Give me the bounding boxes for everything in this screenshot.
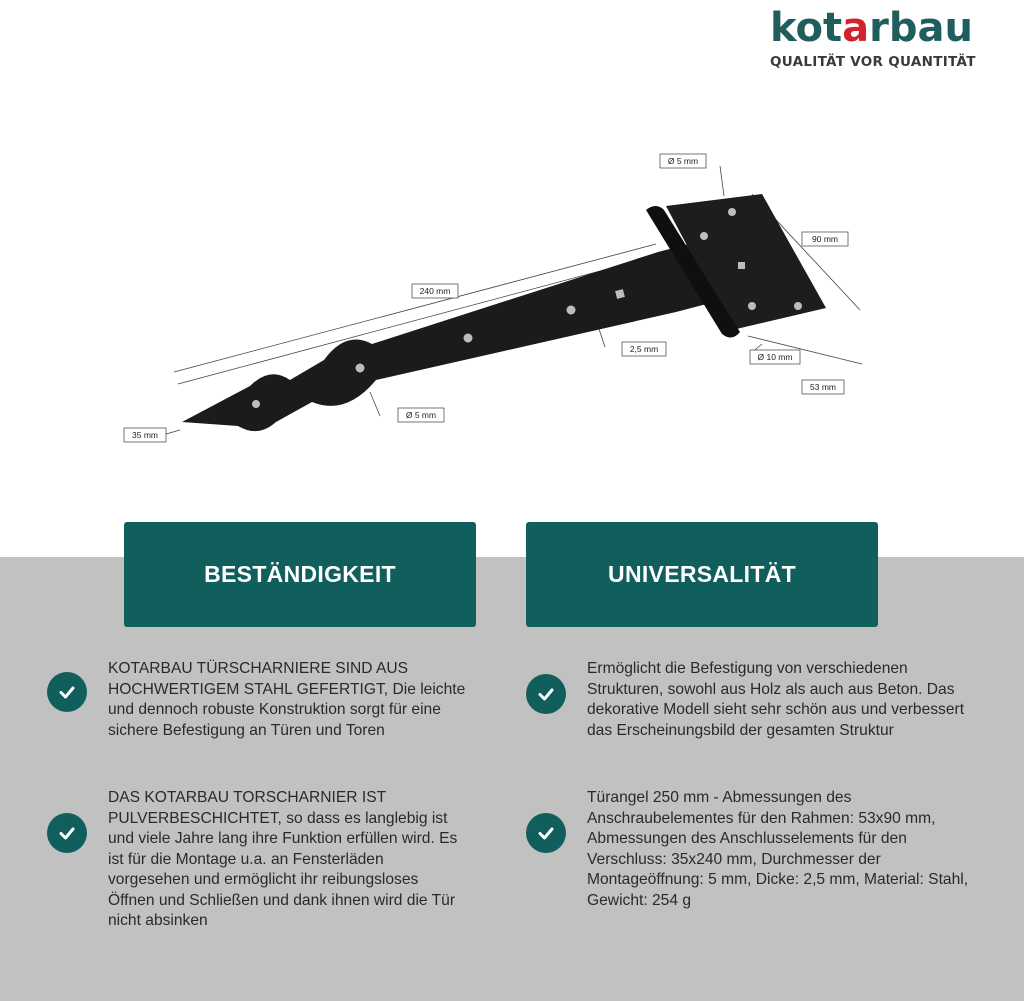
check-circle-icon <box>47 672 87 712</box>
check-circle-icon <box>526 813 566 853</box>
brand-logo <box>770 6 980 70</box>
dim-label-plate-width <box>802 232 848 246</box>
svg-text:Ø 10 mm: Ø 10 mm <box>757 352 793 362</box>
brand-name-part1: kot <box>770 5 843 51</box>
svg-text:Ø 5 mm: Ø 5 mm <box>667 156 699 166</box>
brand-name-part3: rbau <box>869 5 973 51</box>
section-title-durability: BESTÄNDIGKEIT <box>124 522 476 627</box>
dim-label-thickness <box>622 342 666 356</box>
svg-text:90 mm: 90 mm <box>812 234 838 244</box>
svg-text:2,5 mm: 2,5 mm <box>629 344 659 354</box>
dim-label-depth <box>802 380 844 394</box>
feature-text-left-1: KOTARBAU TÜRSCHARNIERE SIND AUS HOCHWERTIGEM STAHL GEFERTIGT, Die leichte und dennoch robuste Konstruktion sorgt für eine sichere Befestigung an Türen und Toren <box>108 660 466 739</box>
brand-wordmark <box>770 6 980 50</box>
feature-text-right-1: Ermöglicht die Befestigung von verschiedenen Strukturen, sowohl aus Holz als auch aus Beton. Das dekorative Modell sieht sehr schön aus und verbessert das Erscheinungsbild der gesamten Struktur <box>587 660 965 739</box>
feature-text-right-2: Türangel 250 mm - Abmessungen des Anschraubelementes für den Rahmen: 53x90 mm, Abmessungen des Anschlusselements für den Verschluss: 35x240 mm, Durchmesser der Montageöffnung: 5 mm, Dicke: 2,5 mm, Material: Stahl, Gewicht: 254 g <box>587 789 969 909</box>
section-title-universality: UNIVERSALITÄT <box>526 522 878 627</box>
svg-text:35 mm: 35 mm <box>132 430 158 440</box>
hinge-strap <box>182 236 722 431</box>
svg-text:Ø 5 mm: Ø 5 mm <box>405 410 437 420</box>
hinge-drawing <box>110 140 880 460</box>
brand-name-accent: a <box>842 5 870 51</box>
svg-text:240 mm: 240 mm <box>419 286 451 296</box>
brand-tagline: QUALITÄT VOR QUANTITÄT <box>770 54 976 70</box>
dim-label-strap-width <box>124 428 166 442</box>
feature-text-left-2: DAS KOTARBAU TORSCHARNIER IST PULVERBESCHICHTET, so dass es langlebig ist und viele Jahre lang ihre Funktion erfüllen wird. Es ist für die Montage u.a. an Fensterläden vorgesehen und ermöglicht ihr reibungsloses Öffnen und Schließen und dank ihnen wird die Tür nicht absinken <box>108 789 458 929</box>
check-circle-icon <box>526 674 566 714</box>
dim-label-top-hole <box>660 154 706 168</box>
dim-label-pin <box>750 350 800 364</box>
svg-text:53 mm: 53 mm <box>810 382 836 392</box>
dim-label-strap-hole <box>398 408 444 422</box>
dim-label-length <box>412 284 458 298</box>
check-circle-icon <box>47 813 87 853</box>
